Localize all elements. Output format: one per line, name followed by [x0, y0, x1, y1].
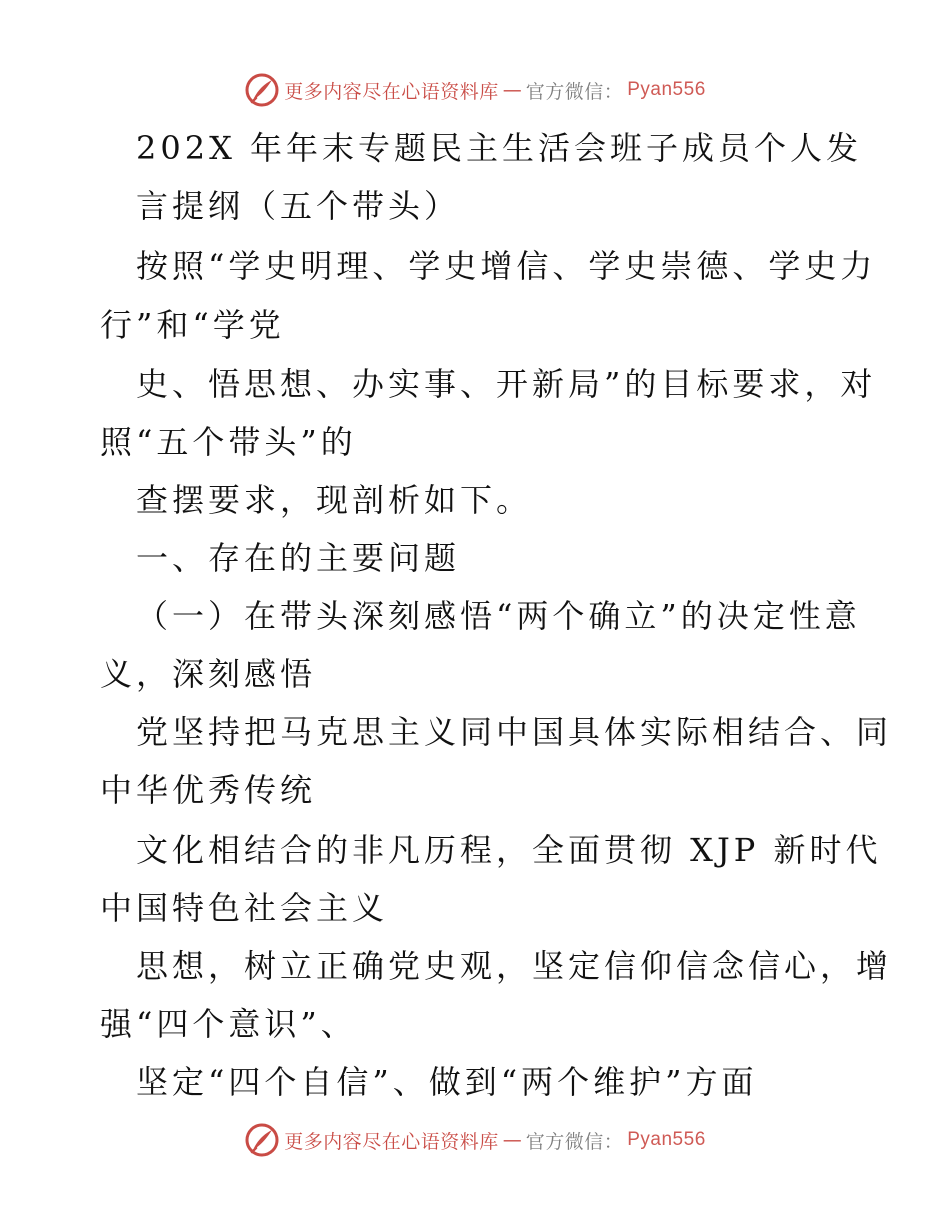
watermark-text: 更多内容尽在心语资料库 [284, 1130, 499, 1153]
paragraph-line: 史、悟思想、办实事、开新局”的目标要求，对 [136, 365, 877, 403]
paragraph-line: 党坚持把马克思主义同中国具体实际相结合、同 [136, 713, 893, 751]
paragraph-line: 中华优秀传统 [100, 771, 317, 809]
paragraph-line: 坚定“四个自信”、做到“两个维护”方面 [136, 1063, 758, 1101]
watermark-dash: — [502, 79, 522, 101]
feather-seal-logo-icon [244, 1122, 280, 1158]
watermark-dash: — [502, 1129, 522, 1151]
doc-title-line-2: 言提纲（五个带头） [136, 187, 461, 225]
watermark-label: 官方微信： [525, 1130, 624, 1153]
watermark-label: 官方微信： [525, 80, 624, 103]
section-heading: 一、存在的主要问题 [136, 539, 461, 577]
paragraph-line: 行”和“学党 [100, 306, 285, 344]
paragraph-line: 义，深刻感悟 [100, 655, 317, 693]
footer-watermark [0, 1120, 950, 1160]
watermark-wechat-id: Pyan556 [627, 1129, 706, 1150]
doc-title-line-1: 202X 年年末专题民主生活会班子成员个人发 [136, 129, 863, 167]
paragraph-line: 思想，树立正确党史观，坚定信仰信念信心，增 [136, 947, 893, 985]
watermark-text: 更多内容尽在心语资料库 [284, 80, 499, 103]
paragraph-line: 按照“学史明理、学史增信、学史崇德、学史力 [136, 247, 877, 285]
subsection-heading-line: （一）在带头深刻感悟“两个确立”的决定性意 [136, 597, 861, 635]
paragraph-line: 查摆要求，现剖析如下。 [136, 481, 533, 519]
paragraph-line: 文化相结合的非凡历程，全面贯彻 XJP 新时代 [136, 831, 882, 869]
paragraph-line: 照“五个带头”的 [100, 423, 357, 461]
paragraph-line: 中国特色社会主义 [100, 889, 389, 927]
feather-seal-logo-icon [244, 72, 280, 108]
paragraph-line: 强“四个意识”、 [100, 1005, 357, 1043]
watermark-wechat-id: Pyan556 [627, 79, 706, 100]
header-watermark [0, 70, 950, 110]
